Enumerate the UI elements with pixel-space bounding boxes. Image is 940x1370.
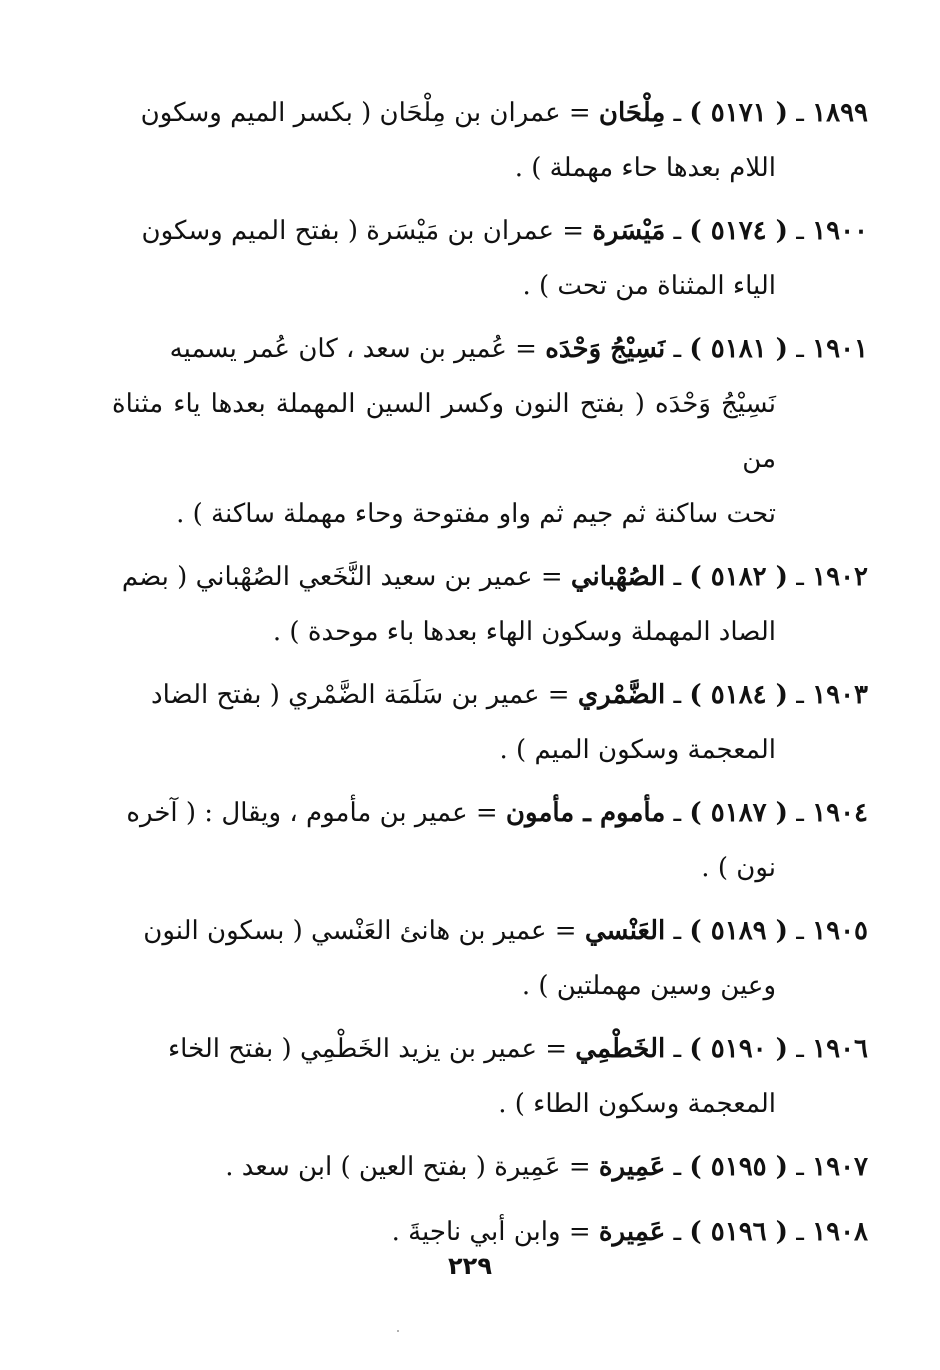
separator: ـ [796, 680, 804, 710]
entry-1902 [112, 550, 868, 660]
entry-reference: ( ٥١٧٤ ) [689, 216, 788, 246]
entry-text-continued: الصاد المهملة وسكون الهاء بعدها باء موحدة ) . [272, 617, 776, 647]
entry-text: = عمير بن هانئ العَنْسي ( بسكون النون [143, 916, 577, 946]
entry-number: ١٩٠١ [812, 334, 868, 364]
entry-text: = عمير بن مأموم ، ويقال : ( آخره [126, 798, 498, 828]
separator: ـ [673, 798, 682, 828]
separator: ـ [673, 1152, 682, 1182]
entry-number: ١٨٩٩ [812, 98, 868, 128]
page-number: ٢٢٩ [448, 1252, 492, 1280]
entry-name: الخَطْمِي [575, 1034, 666, 1064]
entry-reference: ( ٥١٩٠ ) [689, 1034, 788, 1064]
separator: ـ [673, 562, 682, 592]
entry-name: الصُهْباني [570, 562, 666, 592]
entry-reference: ( ٥١٨١ ) [689, 334, 788, 364]
separator: ـ [673, 216, 682, 246]
entry-text: = عمران بن مَيْسَرة ( بفتح الميم وسكون [141, 216, 585, 246]
separator: ـ [796, 1217, 804, 1247]
entry-text-continued: الياء المثناة من تحت ) . [522, 271, 776, 301]
separator: ـ [796, 216, 804, 246]
entry-reference: ( ٥١٨٤ ) [689, 680, 788, 710]
entry-1907 [112, 1140, 868, 1195]
entry-name: عَمِيرة [598, 1217, 666, 1247]
entry-1901 [112, 322, 868, 542]
entry-number: ١٩٠٤ [812, 798, 868, 828]
entry-reference: ( ٥١٧١ ) [689, 98, 788, 128]
entry-reference: ( ٥١٩٥ ) [689, 1152, 788, 1182]
entry-name: مَيْسَرة [592, 216, 666, 246]
scan-speck [397, 1330, 399, 1332]
entry-reference: ( ٥١٨٩ ) [689, 916, 788, 946]
separator: ـ [796, 1152, 804, 1182]
entry-1899 [112, 86, 868, 196]
entry-text-continued: المعجمة وسكون الميم ) . [499, 735, 776, 765]
entry-number: ١٩٠٦ [812, 1034, 868, 1064]
separator: ـ [796, 1034, 804, 1064]
separator: ـ [796, 798, 804, 828]
entry-number: ١٩٠٨ [812, 1217, 868, 1247]
separator: ـ [673, 334, 682, 364]
entry-text-continued: تحت ساكنة ثم جيم ثم واو مفتوحة وحاء مهملة ساكنة ) . [176, 499, 776, 529]
separator: ـ [673, 1217, 682, 1247]
entry-text: = وابن أبي ناجيةَ . [391, 1217, 591, 1247]
entry-number: ١٩٠٥ [812, 916, 868, 946]
entry-1900 [112, 204, 868, 314]
entry-name: الضَّمْري [577, 680, 666, 710]
entry-text: = عمير بن سَلَمَة الضَّمْري ( بفتح الضاد [151, 680, 570, 710]
separator: ـ [796, 98, 804, 128]
entry-1904 [112, 786, 868, 896]
separator: ـ [673, 98, 682, 128]
entry-1905 [112, 904, 868, 1014]
separator: ـ [796, 916, 804, 946]
entry-number: ١٩٠٣ [812, 680, 868, 710]
entry-1906 [112, 1022, 868, 1132]
entry-1903 [112, 668, 868, 778]
page-body [112, 86, 868, 1270]
separator: ـ [673, 680, 682, 710]
separator: ـ [673, 916, 682, 946]
entry-text-continued: نون ) . [701, 853, 776, 883]
entry-reference: ( ٥١٨٧ ) [689, 798, 788, 828]
separator: ـ [796, 334, 804, 364]
entry-number: ١٩٠٧ [812, 1152, 868, 1182]
separator: ـ [673, 1034, 682, 1064]
entry-text-continued: نَسِيْجُ وَحْدَه ( بفتح النون وكسر السين المهملة بعدها ياء مثناة من [112, 389, 776, 474]
entry-reference: ( ٥١٨٢ ) [689, 562, 788, 592]
entry-text: = عُمير بن سعد ، كان عُمر يسميه [169, 334, 537, 364]
entry-reference: ( ٥١٩٦ ) [689, 1217, 788, 1247]
entry-text-continued: اللام بعدها حاء مهملة ) . [514, 153, 776, 183]
separator: ـ [796, 562, 804, 592]
entry-name: نَسِيْجُ وَحْدَه [545, 334, 666, 364]
entry-name: العَنْسي [584, 916, 666, 946]
entry-text-continued: وعين وسين مهملتين ) . [521, 971, 776, 1001]
entry-text: = عمير بن سعيد النَّخَعي الصُهْباني ( بضم [121, 562, 563, 592]
entry-text: = عَمِيرة ( بفتح العين ) ابن سعد . [225, 1152, 591, 1182]
entry-text: = عمير بن يزيد الخَطْمِي ( بفتح الخاء [167, 1034, 568, 1064]
entry-name: مأموم ـ مأمون [505, 798, 666, 828]
entry-name: عَمِيرة [598, 1152, 666, 1182]
entry-number: ١٩٠٠ [812, 216, 868, 246]
entry-text-continued: المعجمة وسكون الطاء ) . [498, 1089, 776, 1119]
entry-text: = عمران بن مِلْحَان ( بكسر الميم وسكون [140, 98, 591, 128]
entry-number: ١٩٠٢ [812, 562, 868, 592]
entry-name: مِلْحَان [598, 98, 666, 128]
